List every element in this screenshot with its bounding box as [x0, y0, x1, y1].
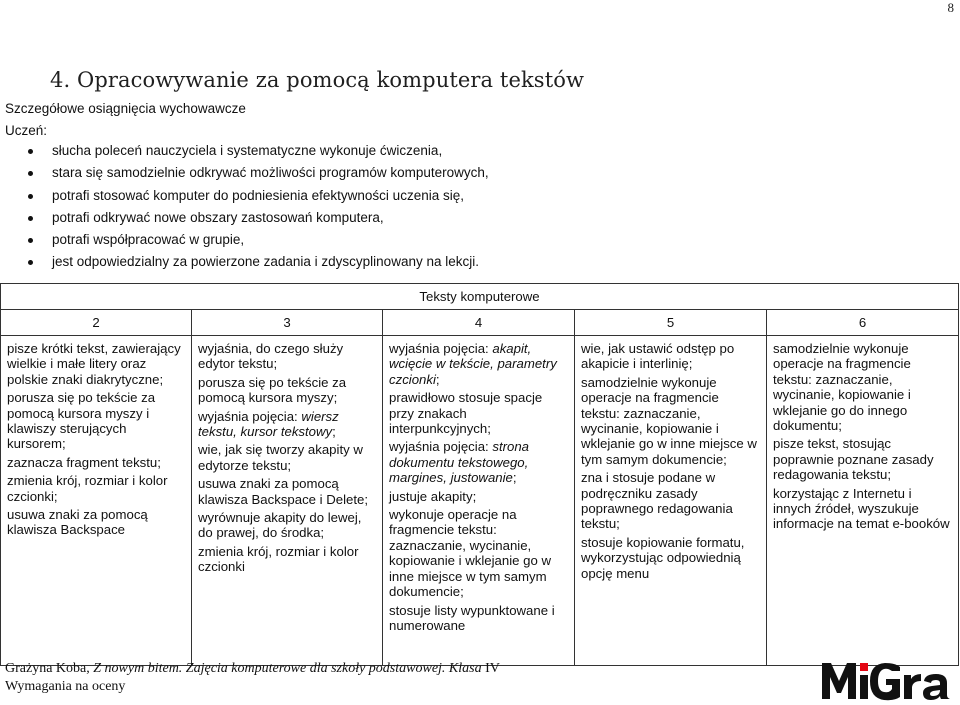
requirement-item: [198, 375, 376, 406]
logo-letter-r: [904, 674, 921, 699]
achievement-item: [0, 251, 489, 273]
requirement-text: justuje akapity;: [389, 488, 477, 504]
footer-author: Grażyna Koba,: [5, 661, 94, 676]
requirement-text: usuwa znaki za pomocą klawisza Backspace: [7, 507, 148, 538]
achievement-text: słucha poleceń nauczyciela i systematyczne wykonuje ćwiczenia,: [52, 143, 443, 158]
requirement-item: [7, 390, 185, 452]
bullet-icon: [28, 216, 33, 221]
bullet-icon: [28, 194, 33, 199]
achievement-item: [0, 207, 489, 229]
requirement-text: pisze krótki tekst, zawierający wielkie i małe litery oraz polskie znaki diakrytyczne;: [7, 341, 181, 387]
grade-header-5: 5: [575, 310, 767, 336]
requirement-text: wyjaśnia pojęcia:: [198, 408, 302, 424]
logo-letter-i-dot: [860, 663, 868, 671]
achievement-list: [0, 140, 489, 274]
bullet-icon: [28, 171, 33, 176]
requirement-item: [581, 341, 760, 372]
requirement-item: [389, 341, 568, 387]
requirement-item: [198, 544, 376, 575]
requirement-text: ;: [435, 371, 440, 387]
requirement-item: [581, 470, 760, 532]
logo-letter-i-stem: [860, 675, 868, 699]
requirement-item: [389, 603, 568, 634]
requirement-text: samodzielnie wykonuje operacje na fragmencie tekstu: zaznaczanie, wycinanie, kopiowanie i wklejanie go w inne miejsce w tym samym dokumencie;: [581, 374, 757, 467]
footer-grade: IV: [485, 661, 500, 676]
bullet-icon: [28, 149, 33, 154]
grade-header-3: 3: [192, 310, 383, 336]
achievement-text: stara się samodzielnie odkrywać możliwości programów komputerowych,: [52, 165, 489, 181]
requirement-text: wyrównuje akapity do lewej, do prawej, do środka;: [198, 510, 362, 541]
requirement-item: [198, 341, 376, 372]
requirement-text: zmienia krój, rozmiar i kolor czcionki;: [7, 473, 168, 504]
requirements-table: [0, 283, 959, 666]
requirement-item: [198, 510, 376, 541]
requirement-item: [773, 436, 952, 482]
requirement-item: [7, 341, 185, 387]
requirement-item: [7, 473, 185, 504]
requirement-item: [581, 375, 760, 467]
achievement-item: [0, 185, 489, 207]
footer-citation: [5, 661, 500, 677]
grade-cell-5: [575, 336, 767, 666]
requirement-text: porusza się po tekście za pomocą kursora myszy;: [198, 374, 347, 406]
requirement-text: korzystając z Internetu i innych źródeł, wyszukuje informacje na temat e-booków: [773, 485, 950, 532]
requirement-text: stosuje kopiowanie formatu, wykorzystując odpowiednią opcję menu: [581, 534, 745, 581]
achievement-text: potrafi współpracować w grupie,: [52, 232, 245, 248]
requirement-text: wie, jak ustawić odstęp po akapicie i interlinię;: [581, 341, 735, 372]
requirement-text: samodzielnie wykonuje operacje na fragmencie tekstu: zaznaczanie, wycinanie, kopiowanie i wklejanie go do innego dokumentu;: [773, 341, 911, 434]
logo-letter-g: [870, 663, 900, 700]
requirement-item: [389, 489, 568, 504]
migra-logo: [820, 659, 954, 701]
footer-subline: Wymagania na oceny: [5, 679, 126, 694]
grade-cell-6: [767, 336, 959, 666]
requirement-text: prawidłowo stosuje spacje przy znakach interpunkcyjnych;: [389, 390, 543, 437]
bullet-icon: [28, 238, 33, 243]
achievement-item: [0, 140, 489, 162]
requirement-item: [581, 535, 760, 581]
requirement-text: wyjaśnia pojęcia:: [389, 439, 493, 455]
requirement-text: usuwa znaki za pomocą klawisza Backspace i Delete;: [198, 476, 369, 507]
requirement-item: [198, 409, 376, 440]
requirement-term: wiersz tekstu, kursor tekstowy: [198, 408, 339, 440]
requirement-item: [198, 442, 376, 473]
requirement-text: zaznacza fragment tekstu;: [7, 454, 161, 470]
grade-header-6: 6: [767, 310, 959, 336]
requirement-text: pisze tekst, stosując poprawnie poznane zasady redagowania tekstu;: [773, 436, 934, 483]
requirement-text: stosuje listy wypunktowane i numerowane: [389, 602, 555, 633]
requirement-item: [389, 507, 568, 599]
requirement-item: [7, 507, 185, 538]
logo-letter-a: [923, 674, 950, 700]
section-subtitle: Szczegółowe osiągnięcia wychowawcze: [5, 101, 246, 116]
footer-book-title: Z nowym bitem. Zajęcia komputerowe dla szkoły podstawowej. Klasa: [93, 661, 486, 676]
page-number: 8: [947, 0, 954, 15]
grade-cell-4: [383, 336, 575, 666]
achievement-item: [0, 162, 489, 184]
requirement-item: [389, 439, 568, 485]
table-title: Teksty komputerowe: [1, 284, 959, 310]
requirement-item: [198, 476, 376, 507]
requirement-text: wyjaśnia, do czego służy edytor tekstu;: [198, 341, 344, 372]
requirement-item: [773, 341, 952, 433]
achievement-item: [0, 229, 489, 251]
requirements-row: [1, 336, 959, 666]
achievement-text: jest odpowiedzialny za powierzone zadania i zdyscyplinowany na lekcji.: [52, 254, 479, 270]
requirement-item: [389, 390, 568, 436]
grade-cell-2: [1, 336, 192, 666]
section-heading: 4. Opracowywanie za pomocą komputera tekstów: [50, 68, 585, 92]
requirement-text: wykonuje operacje na fragmencie tekstu: zaznaczanie, wycinanie, kopiowanie i wklejanie go w inne miejsce w tym samym dokumencie;: [389, 507, 552, 600]
requirement-text: ;: [512, 470, 517, 486]
requirement-text: zna i stosuje podane w podręczniku zasady poprawnego redagowania tekstu;: [581, 470, 733, 532]
learner-label: Uczeń:: [5, 123, 48, 138]
requirement-item: [773, 486, 952, 532]
grade-header-row: [1, 310, 959, 336]
grade-cell-3: [192, 336, 383, 666]
requirement-text: wie, jak się tworzy akapity w edytorze tekstu;: [198, 442, 363, 473]
requirement-term: akapit, wcięcie w tekście, parametry czcionki: [389, 341, 557, 387]
requirement-text: ;: [332, 424, 336, 440]
grade-header-4: 4: [383, 310, 575, 336]
logo-letter-m: [822, 663, 856, 699]
achievement-text: potrafi odkrywać nowe obszary zastosowań komputera,: [52, 209, 384, 225]
requirement-text: wyjaśnia pojęcia:: [389, 341, 493, 356]
bullet-icon: [28, 260, 33, 265]
requirement-text: zmienia krój, rozmiar i kolor czcionki: [198, 543, 359, 575]
achievement-text: potrafi stosować komputer do podniesienia efektywności uczenia się,: [52, 187, 464, 203]
grade-header-2: 2: [1, 310, 192, 336]
requirement-item: [7, 455, 185, 470]
requirement-text: porusza się po tekście za pomocą kursora myszy i klawiszy sterujących kursorem;: [7, 390, 156, 452]
requirement-term: strona dokumentu tekstowego, margines, justowanie: [389, 439, 530, 486]
